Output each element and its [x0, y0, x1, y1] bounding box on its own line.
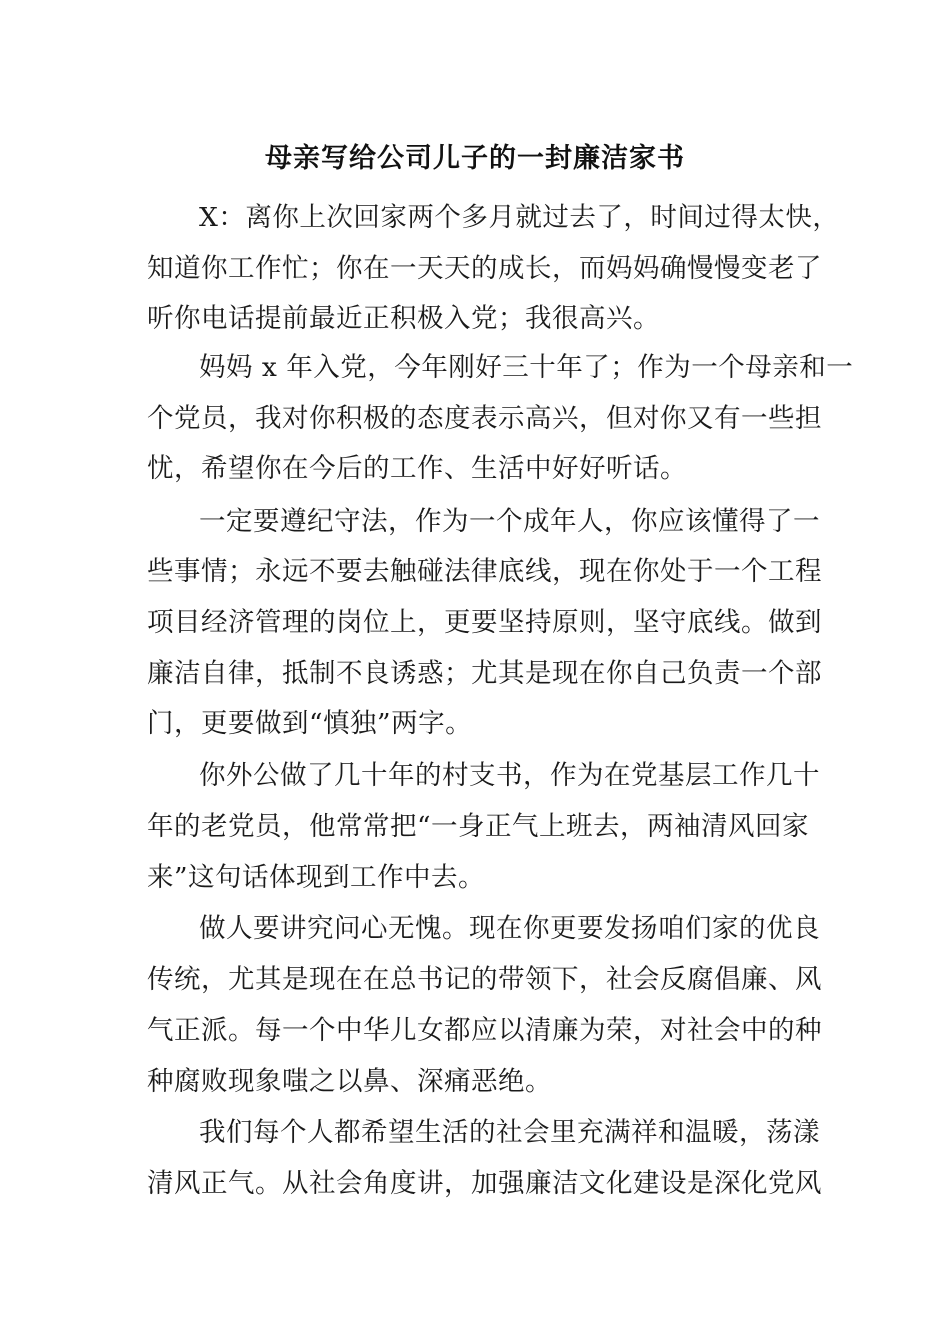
text-line: 一定要遵纪守法，作为一个成年人，你应该懂得了一	[199, 506, 820, 537]
text-line: 妈妈 x 年入党，今年刚好三十年了；作为一个母亲和一	[199, 352, 854, 383]
document-title: 母亲写给公司儿子的一封廉洁家书	[265, 143, 685, 174]
text-line: 听你电话提前最近正积极入党；我很高兴。	[147, 303, 660, 334]
text-line: X：离你上次回家两个多月就过去了，时间过得太快，	[199, 202, 840, 233]
text-line: 门，更要做到“慎独”两字。	[147, 708, 473, 739]
text-line: 项目经济管理的岗位上，更要坚持原则，坚守底线。做到	[147, 607, 822, 638]
text-line: 忧，希望你在今后的工作、生活中好好听话。	[147, 453, 687, 484]
text-line: 知道你工作忙；你在一天天的成长，而妈妈确慢慢变老了	[147, 253, 822, 284]
text-line: 我们每个人都希望生活的社会里充满祥和温暖，荡漾	[199, 1117, 820, 1148]
text-line: 廉洁自律，抵制不良诱惑；尤其是现在你自己负责一个部	[147, 658, 822, 689]
text-line: 清风正气。从社会角度讲，加强廉洁文化建设是深化党风	[147, 1168, 822, 1199]
text-line: 种腐败现象嗤之以鼻、深痛恶绝。	[147, 1066, 552, 1097]
text-line: 气正派。每一个中华儿女都应以清廉为荣，对社会中的种	[147, 1015, 822, 1046]
text-line: 年的老党员，他常常把“一身正气上班去，两袖清风回家	[147, 811, 810, 842]
text-line: 来”这句话体现到工作中去。	[147, 862, 486, 893]
text-line: 个党员，我对你积极的态度表示高兴，但对你又有一些担	[147, 403, 822, 434]
text-line: 你外公做了几十年的村支书，作为在党基层工作几十	[199, 760, 820, 791]
text-line: 传统，尤其是现在在总书记的带领下，社会反腐倡廉、风	[147, 964, 822, 995]
text-line: 些事情；永远不要去触碰法律底线，现在你处于一个工程	[147, 556, 822, 587]
text-line: 做人要讲究问心无愧。现在你更要发扬咱们家的优良	[199, 913, 820, 944]
